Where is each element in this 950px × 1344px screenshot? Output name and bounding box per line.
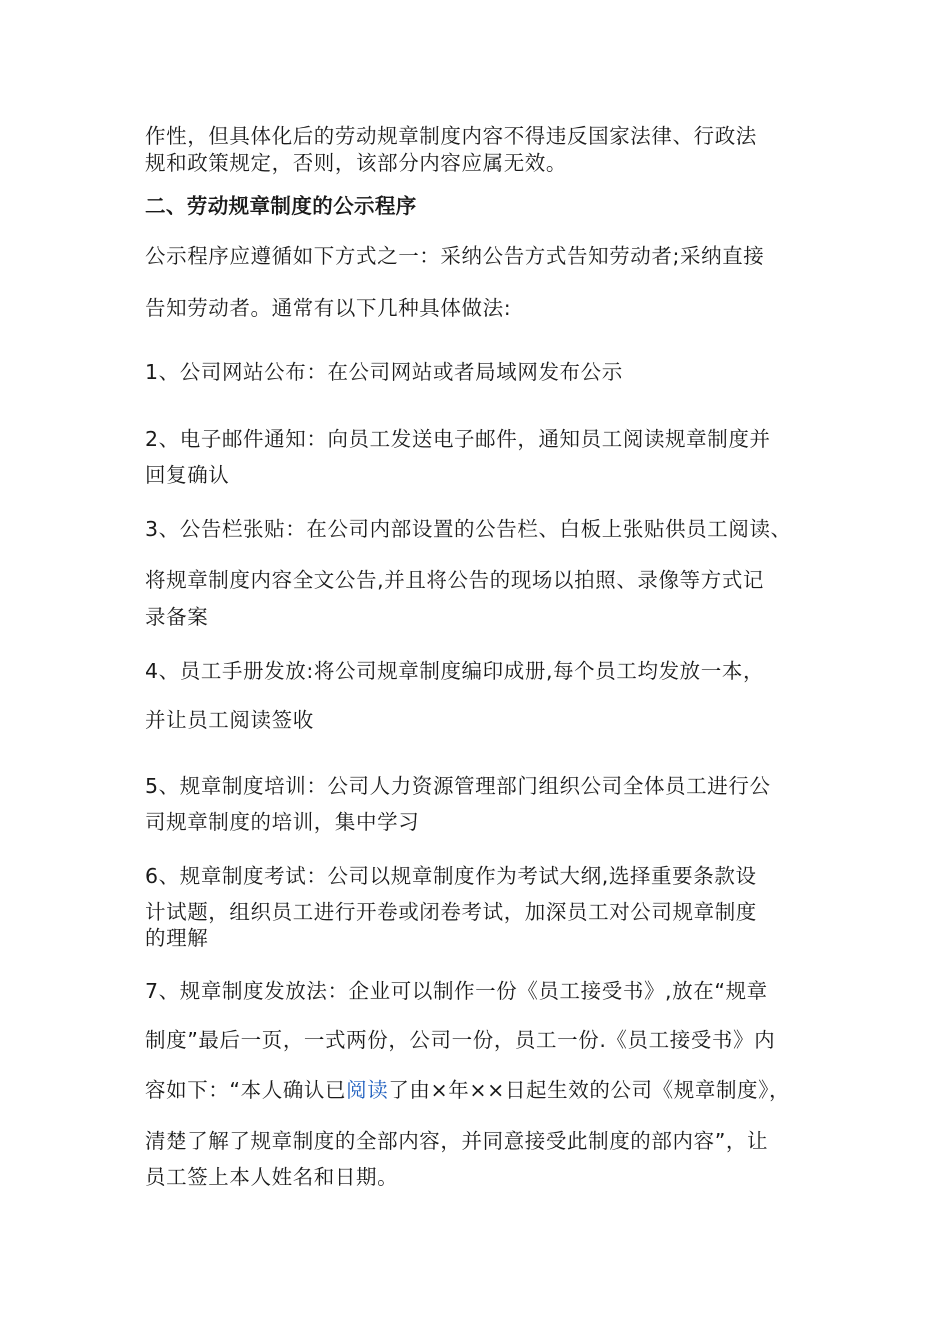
list-item-7-cont — [145, 1076, 790, 1104]
list-item-2: 2、电子邮件通知：向员工发送电子邮件，通知员工阅读规章制度并 — [145, 427, 771, 451]
list-item-3-cont: 录备案 — [145, 605, 209, 629]
list-item-6-cont: 计试题，组织员工进行开卷或闭卷考试，加深员工对公司规章制度 — [145, 900, 757, 924]
list-item-6: 6、规章制度考试：公司以规章制度作为考试大纲,选择重要条款设 — [145, 864, 757, 888]
section-heading: 二、劳动规章制度的公示程序 — [145, 194, 417, 218]
list-item-7: 7、规章制度发放法：企业可以制作一份《员工接受书》,放在“规章 — [145, 979, 768, 1003]
list-item-7-cont: 员工签上本人姓名和日期。 — [145, 1165, 399, 1189]
paragraph-line: 作性，但具体化后的劳动规章制度内容不得违反国家法律、行政法 — [145, 124, 757, 148]
text-run: 了由×年××日起生效的公司《规章制度》， — [388, 1078, 791, 1102]
list-item-7-cont: 制度”最后一页，一式两份，公司一份，员工一份.《员工接受书》内 — [145, 1028, 776, 1052]
list-item-6-cont: 的理解 — [145, 926, 209, 950]
list-item-7-cont: 清楚了解了规章制度的全部内容，并同意接受此制度的部内容”，让 — [145, 1129, 769, 1153]
text-run: 容如下：“本人确认已 — [145, 1078, 347, 1102]
list-item-3-cont: 将规章制度内容全文公告,并且将公告的现场以拍照、录像等方式记 — [145, 568, 765, 592]
paragraph-line: 公示程序应遵循如下方式之一：采纳公告方式告知劳动者;采纳直接 — [145, 244, 765, 268]
list-item-3: 3、公告栏张贴：在公司内部设置的公告栏、白板上张贴供员工阅读、 — [145, 517, 792, 541]
list-item-5-cont: 司规章制度的培训，集中学习 — [145, 810, 420, 834]
list-item-2-cont: 回复确认 — [145, 463, 230, 487]
read-link[interactable]: 阅读 — [346, 1078, 389, 1102]
list-item-5: 5、规章制度培训：公司人力资源管理部门组织公司全体员工进行公 — [145, 774, 771, 798]
list-item-4: 4、员工手册发放:将公司规章制度编印成册,每个员工均发放一本， — [145, 659, 765, 683]
paragraph-line: 告知劳动者。通常有以下几种具体做法: — [145, 296, 512, 320]
list-item-4-cont: 并让员工阅读签收 — [145, 708, 314, 732]
list-item-1: 1、公司网站公布：在公司网站或者局域网发布公示 — [145, 360, 623, 384]
paragraph-line: 规和政策规定，否则，该部分内容应属无效。 — [145, 151, 567, 175]
